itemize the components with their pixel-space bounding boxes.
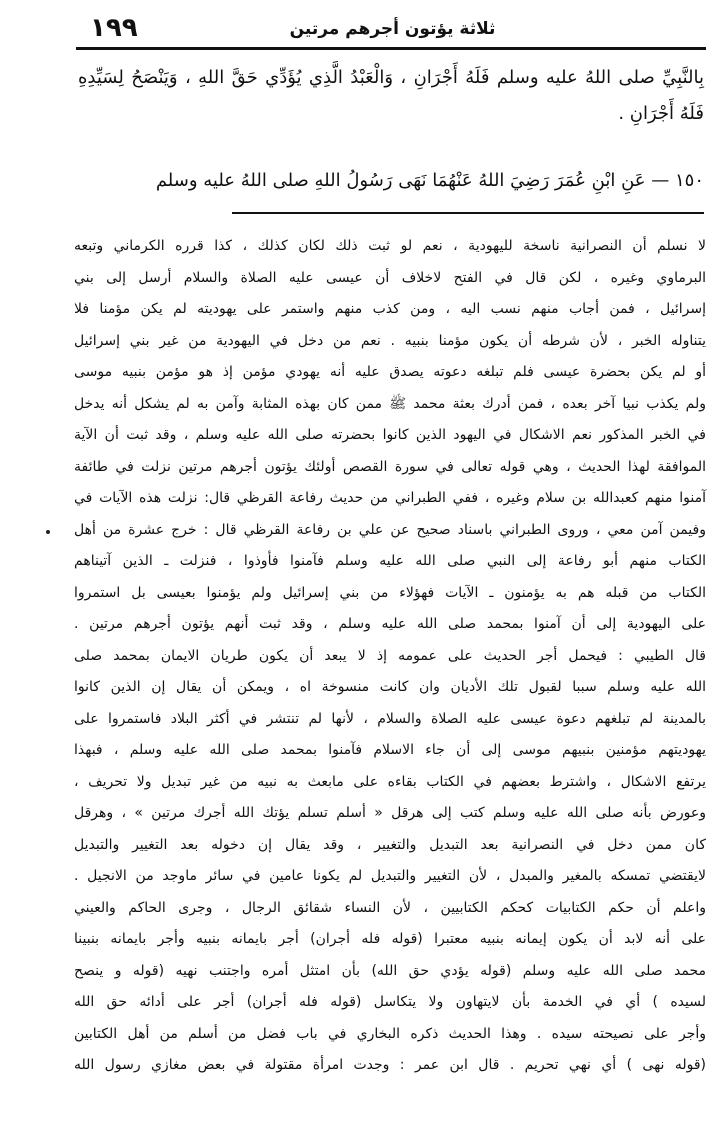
- commentary-line: لا نسلم أن النصرانية ناسخة لليهودية ، نعم لو ثبت ذلك لكان كذلك ، كذا قرره الكرماني وتبعه: [74, 238, 706, 254]
- commentary-line: آمنوا منهم كعبدالله بن سلام وغيره ، ففي الطبراني من حديث رفاعة القرظي قال: نزلت هذه الآيات في: [74, 490, 706, 506]
- page-number: ١٩٩: [90, 13, 138, 43]
- commentary-line: الكتاب من قبله هم به يؤمنون ـ الآيات فهؤلاء من بني إسرائيل ولم يؤمنوا بعيسى بل استمروا: [74, 584, 706, 601]
- hadith-150: ١٥٠ — عَنِ ابْنِ عُمَرَ رَضِيَ اللهُ عَنْهُمَا نَهَى رَسُولُ اللهِ صلى اللهُ عليه وسلم: [155, 170, 704, 191]
- commentary-line: على أنه لابد أن يكون إيمانه بنبيه معتبرا (قوله فله أجران) أجر بايمانه بنبيه وأجر بايمانه بنبينا: [74, 931, 706, 947]
- matn-line: بِالنَّبِيِّ صلى اللهُ عليه وسلم فَلَهُ أَجْرَانِ ، وَالْعَبْدُ الَّذِي يُؤَدِّي حَقَّ اللهِ ، وَيَنْصَحُ لِسَيِّدِهِ: [78, 67, 704, 88]
- commentary-line: الكتاب منهم أبو رفاعة إلى النبي صلى الله عليه وسلم فآمنوا فأوذوا ، فنزلت ـ الذين آتيناهم: [74, 553, 706, 569]
- commentary-line: واعلم أن حكم الكتابيات كحكم الكتابيين ، لأن النساء شقائق الرجال ، وجرى الحاكم والعيني: [74, 899, 706, 916]
- commentary-line: في الخبر المذكور نعم الاشكال في اليهود الذين كانوا بحضرته صلى الله عليه وسلم ، وقد ثبت أن الآية: [74, 427, 706, 443]
- commentary-line: كان ممن دخل في النصرانية بعد التبديل والتغيير ، وقد يقال إن دخوله بعد التغيير والتبديل: [74, 836, 706, 853]
- commentary-line: لايقتضي تمسكه بالمغير والمبدل ، لأن التغيير والتبديل لم يكونا عامين في سائر ماوجد من الانجيل .: [74, 868, 706, 884]
- commentary: [74, 231, 706, 1082]
- commentary-line: محمد صلى الله عليه وسلم (قوله يؤدي حق الله) بأن امتثل أمره واجتنب نهيه (قوله و ينصح: [74, 962, 706, 979]
- commentary-line: يرتفع الاشكال ، واشترط بعضهم في الكتاب بقاءه على مابعث به نبيه من غير تبديل ولا تحريف ،: [74, 773, 706, 790]
- commentary-line: وفيمن آمن معي ، وروى الطبراني باسناد صحيح عن علي بن رفاعة القرظي قال : خرج عشرة من أهل: [74, 521, 706, 538]
- commentary-line: إسرائيل ، فمن أجاب منهم نسب اليه ، ومن كذب منهم واستمر على يهوديته لم يكن مؤمنا فلا: [74, 301, 706, 317]
- commentary-line: يهوديتهم مؤمنين بنبيهم موسى إلى أن جاء الاسلام فآمنوا بمحمد صلى الله عليه وسلم ، فبهذا: [74, 742, 706, 758]
- commentary-line: البرماوي وغيره ، لكن قال في الفتح لاخلاف أن عيسى عليه الصلاة والسلام أرسل إلى بني: [74, 269, 706, 286]
- commentary-line: بالمدينة لم تبلغهم دعوة عيسى عليه الصلاة والسلام ، لأنها لم تنتشر في أكثر البلاد فاستمروا على: [74, 710, 706, 727]
- commentary-line: الله عليه وسلم سببا لقبول تلك الأديان وان كانت منسوخة اه ، ويمكن أن يقال إن الذين كانوا: [74, 679, 706, 695]
- commentary-line: لسيده ) أي في الخدمة بأن لايتهاون ولا يتكاسل (قوله فله أجران) أجر على أدائه حق الله: [74, 994, 706, 1010]
- commentary-line: (قوله نهى ) أي نهي تحريم . قال ابن عمر : وجدت امرأة مقتولة في بعض مغازي رسول الله: [74, 1057, 706, 1073]
- section-divider: [232, 212, 704, 214]
- header-rule: [76, 47, 706, 50]
- commentary-line: الموافقة لهذا الحديث ، وهي قوله تعالى في سورة القصص أولئك يؤتون أجرهم مرتين نزلت في طائفة: [74, 458, 706, 475]
- commentary-line: وأجر على نصيحته سيده . وهذا الحديث ذكره البخاري في باب فضل من أسلم من أهل الكتابين: [74, 1025, 706, 1042]
- commentary-line: وعورض بأنه صلى الله عليه وسلم كتب إلى هرقل « أسلم تسلم يؤتك الله أجرك مرتين » ، وهرقل: [74, 805, 706, 821]
- commentary-line: يتناوله الخبر ، لأن شرطه أن يكون مؤمنا بنبيه . نعم من دخل في اليهودية من غير بني إسرائيل: [74, 332, 706, 349]
- matn-line: فَلَهُ أَجْرَانِ .: [618, 103, 704, 124]
- commentary-line: أو لم يكن بحضرة عيسى فلم تبلغه دعوته يصدق عليه أنه يهودي مؤمن إذ هو مؤمن بنبيه موسى: [74, 364, 706, 380]
- commentary-line: ولم يكذب نبيا آخر بعده ، فمن أدرك بعثة محمد ﷺ ممن كان بهذه المثابة وآمن به لم يشكل أنه يدخل: [74, 395, 706, 412]
- running-title: ثلاثة يؤتون أجرهم مرتين: [289, 19, 496, 39]
- commentary-line: على اليهودية إلى أن آمنوا بمحمد صلى الله عليه وسلم ، وقد ثبت أنهم يؤتون أجرهم مرتين .: [74, 616, 706, 632]
- commentary-line: قال الطيبي : فيحمل أجر الحديث على عمومه إذ لا يبعد أن يكون طريان الايمان بمحمد صلى: [74, 647, 706, 664]
- page-header: [80, 10, 705, 46]
- margin-dot: [46, 530, 50, 534]
